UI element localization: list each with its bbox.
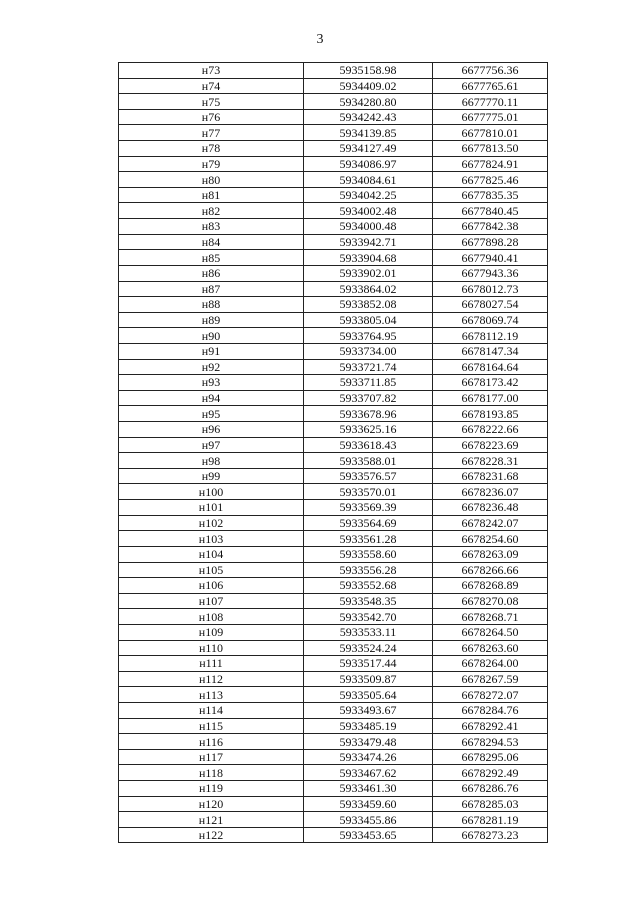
y-coordinate-cell: 6678294.53	[433, 734, 548, 750]
x-coordinate-cell: 5933576.57	[304, 468, 433, 484]
x-coordinate-cell: 5933711.85	[304, 375, 433, 391]
point-name-cell: н81	[119, 187, 304, 203]
x-coordinate-cell: 5933461.30	[304, 781, 433, 797]
table-row	[119, 718, 548, 734]
y-coordinate-cell: 6677898.28	[433, 234, 548, 250]
table-row	[119, 375, 548, 391]
table-row	[119, 172, 548, 188]
y-coordinate-cell: 6678270.08	[433, 593, 548, 609]
point-name-cell: н79	[119, 156, 304, 172]
point-name-cell: н78	[119, 141, 304, 157]
point-name-cell: н110	[119, 640, 304, 656]
x-coordinate-cell: 5933764.95	[304, 328, 433, 344]
x-coordinate-cell: 5933707.82	[304, 390, 433, 406]
y-coordinate-cell: 6677770.11	[433, 94, 548, 110]
x-coordinate-cell: 5935158.98	[304, 63, 433, 79]
table-row	[119, 453, 548, 469]
point-name-cell: н116	[119, 734, 304, 750]
y-coordinate-cell: 6678267.59	[433, 671, 548, 687]
point-name-cell: н83	[119, 219, 304, 235]
table-row	[119, 203, 548, 219]
x-coordinate-cell: 5933453.65	[304, 827, 433, 843]
table-row	[119, 609, 548, 625]
x-coordinate-cell: 5934000.48	[304, 219, 433, 235]
point-name-cell: н80	[119, 172, 304, 188]
point-name-cell: н105	[119, 562, 304, 578]
table-row	[119, 671, 548, 687]
point-name-cell: н77	[119, 125, 304, 141]
x-coordinate-cell: 5933505.64	[304, 687, 433, 703]
x-coordinate-cell: 5933902.01	[304, 265, 433, 281]
x-coordinate-cell: 5933493.67	[304, 702, 433, 718]
table-row	[119, 578, 548, 594]
x-coordinate-cell: 5933942.71	[304, 234, 433, 250]
table-row	[119, 531, 548, 547]
point-name-cell: н121	[119, 812, 304, 828]
x-coordinate-cell: 5933570.01	[304, 484, 433, 500]
table-row	[119, 406, 548, 422]
x-coordinate-cell: 5933569.39	[304, 500, 433, 516]
y-coordinate-cell: 6678027.54	[433, 297, 548, 313]
y-coordinate-cell: 6678268.71	[433, 609, 548, 625]
y-coordinate-cell: 6678112.19	[433, 328, 548, 344]
y-coordinate-cell: 6677842.38	[433, 219, 548, 235]
table-row	[119, 734, 548, 750]
y-coordinate-cell: 6678292.49	[433, 765, 548, 781]
table-row	[119, 812, 548, 828]
y-coordinate-cell: 6678164.64	[433, 359, 548, 375]
x-coordinate-cell: 5933548.35	[304, 593, 433, 609]
point-name-cell: н119	[119, 781, 304, 797]
table-row	[119, 109, 548, 125]
x-coordinate-cell: 5933479.48	[304, 734, 433, 750]
y-coordinate-cell: 6678223.69	[433, 437, 548, 453]
point-name-cell: н104	[119, 546, 304, 562]
table-row	[119, 500, 548, 516]
point-name-cell: н122	[119, 827, 304, 843]
table-row	[119, 749, 548, 765]
table-row	[119, 312, 548, 328]
table-row	[119, 422, 548, 438]
x-coordinate-cell: 5934086.97	[304, 156, 433, 172]
y-coordinate-cell: 6678264.50	[433, 624, 548, 640]
point-name-cell: н114	[119, 702, 304, 718]
point-name-cell: н94	[119, 390, 304, 406]
table-row	[119, 593, 548, 609]
x-coordinate-cell: 5933564.69	[304, 515, 433, 531]
table-row	[119, 468, 548, 484]
y-coordinate-cell: 6678147.34	[433, 343, 548, 359]
y-coordinate-cell: 6677840.45	[433, 203, 548, 219]
table-row	[119, 359, 548, 375]
point-name-cell: н108	[119, 609, 304, 625]
point-name-cell: н84	[119, 234, 304, 250]
x-coordinate-cell: 5933474.26	[304, 749, 433, 765]
x-coordinate-cell: 5934139.85	[304, 125, 433, 141]
y-coordinate-cell: 6678286.76	[433, 781, 548, 797]
table-row	[119, 624, 548, 640]
table-row	[119, 234, 548, 250]
table-row	[119, 390, 548, 406]
point-name-cell: н76	[119, 109, 304, 125]
x-coordinate-cell: 5933467.62	[304, 765, 433, 781]
y-coordinate-cell: 6678231.68	[433, 468, 548, 484]
point-name-cell: н113	[119, 687, 304, 703]
table-row	[119, 687, 548, 703]
table-row	[119, 640, 548, 656]
x-coordinate-cell: 5933734.00	[304, 343, 433, 359]
point-name-cell: н120	[119, 796, 304, 812]
y-coordinate-cell: 6678285.03	[433, 796, 548, 812]
y-coordinate-cell: 6678268.89	[433, 578, 548, 594]
x-coordinate-cell: 5934127.49	[304, 141, 433, 157]
y-coordinate-cell: 6678173.42	[433, 375, 548, 391]
point-name-cell: н90	[119, 328, 304, 344]
y-coordinate-cell: 6678236.07	[433, 484, 548, 500]
y-coordinate-cell: 6678177.00	[433, 390, 548, 406]
y-coordinate-cell: 6678273.23	[433, 827, 548, 843]
x-coordinate-cell: 5933459.60	[304, 796, 433, 812]
x-coordinate-cell: 5933618.43	[304, 437, 433, 453]
x-coordinate-cell: 5933678.96	[304, 406, 433, 422]
y-coordinate-cell: 6677940.41	[433, 250, 548, 266]
point-name-cell: н99	[119, 468, 304, 484]
point-name-cell: н98	[119, 453, 304, 469]
y-coordinate-cell: 6678263.60	[433, 640, 548, 656]
table-row	[119, 796, 548, 812]
y-coordinate-cell: 6678012.73	[433, 281, 548, 297]
x-coordinate-cell: 5933864.02	[304, 281, 433, 297]
x-coordinate-cell: 5933805.04	[304, 312, 433, 328]
point-name-cell: н100	[119, 484, 304, 500]
table-row	[119, 781, 548, 797]
y-coordinate-cell: 6678069.74	[433, 312, 548, 328]
y-coordinate-cell: 6677775.01	[433, 109, 548, 125]
y-coordinate-cell: 6677943.36	[433, 265, 548, 281]
table-row	[119, 484, 548, 500]
x-coordinate-cell: 5933852.08	[304, 297, 433, 313]
y-coordinate-cell: 6678228.31	[433, 453, 548, 469]
x-coordinate-cell: 5933485.19	[304, 718, 433, 734]
point-name-cell: н103	[119, 531, 304, 547]
x-coordinate-cell: 5933625.16	[304, 422, 433, 438]
table-row	[119, 187, 548, 203]
x-coordinate-cell: 5933556.28	[304, 562, 433, 578]
point-name-cell: н107	[119, 593, 304, 609]
y-coordinate-cell: 6677825.46	[433, 172, 548, 188]
y-coordinate-cell: 6678264.00	[433, 656, 548, 672]
y-coordinate-cell: 6678292.41	[433, 718, 548, 734]
point-name-cell: н106	[119, 578, 304, 594]
point-name-cell: н115	[119, 718, 304, 734]
table-row	[119, 78, 548, 94]
point-name-cell: н73	[119, 63, 304, 79]
x-coordinate-cell: 5934084.61	[304, 172, 433, 188]
x-coordinate-cell: 5933455.86	[304, 812, 433, 828]
table-row	[119, 63, 548, 79]
x-coordinate-cell: 5933721.74	[304, 359, 433, 375]
point-name-cell: н111	[119, 656, 304, 672]
point-name-cell: н87	[119, 281, 304, 297]
point-name-cell: н95	[119, 406, 304, 422]
y-coordinate-cell: 6678254.60	[433, 531, 548, 547]
point-name-cell: н82	[119, 203, 304, 219]
point-name-cell: н112	[119, 671, 304, 687]
table-row	[119, 546, 548, 562]
table-row	[119, 702, 548, 718]
x-coordinate-cell: 5933561.28	[304, 531, 433, 547]
point-name-cell: н74	[119, 78, 304, 94]
y-coordinate-cell: 6678236.48	[433, 500, 548, 516]
y-coordinate-cell: 6678242.07	[433, 515, 548, 531]
table-row	[119, 656, 548, 672]
table-row	[119, 562, 548, 578]
table-row	[119, 156, 548, 172]
y-coordinate-cell: 6678222.66	[433, 422, 548, 438]
x-coordinate-cell: 5933509.87	[304, 671, 433, 687]
point-name-cell: н92	[119, 359, 304, 375]
x-coordinate-cell: 5933524.24	[304, 640, 433, 656]
point-name-cell: н109	[119, 624, 304, 640]
point-name-cell: н75	[119, 94, 304, 110]
point-name-cell: н117	[119, 749, 304, 765]
x-coordinate-cell: 5934242.43	[304, 109, 433, 125]
x-coordinate-cell: 5933558.60	[304, 546, 433, 562]
y-coordinate-cell: 6677835.35	[433, 187, 548, 203]
table-row	[119, 297, 548, 313]
y-coordinate-cell: 6678193.85	[433, 406, 548, 422]
y-coordinate-cell: 6678284.76	[433, 702, 548, 718]
table-row	[119, 515, 548, 531]
point-name-cell: н93	[119, 375, 304, 391]
table-row	[119, 141, 548, 157]
table-row	[119, 827, 548, 843]
y-coordinate-cell: 6678272.07	[433, 687, 548, 703]
y-coordinate-cell: 6678281.19	[433, 812, 548, 828]
coordinates-table-body	[119, 63, 548, 843]
point-name-cell: н118	[119, 765, 304, 781]
x-coordinate-cell: 5933552.68	[304, 578, 433, 594]
table-row	[119, 437, 548, 453]
x-coordinate-cell: 5933533.11	[304, 624, 433, 640]
x-coordinate-cell: 5933542.70	[304, 609, 433, 625]
y-coordinate-cell: 6677765.61	[433, 78, 548, 94]
point-name-cell: н91	[119, 343, 304, 359]
x-coordinate-cell: 5933517.44	[304, 656, 433, 672]
table-row	[119, 265, 548, 281]
x-coordinate-cell: 5934409.02	[304, 78, 433, 94]
x-coordinate-cell: 5934280.80	[304, 94, 433, 110]
page-number: 3	[316, 32, 324, 47]
y-coordinate-cell: 6677813.50	[433, 141, 548, 157]
point-name-cell: н86	[119, 265, 304, 281]
table-row	[119, 125, 548, 141]
point-name-cell: н96	[119, 422, 304, 438]
table-row	[119, 94, 548, 110]
point-name-cell: н89	[119, 312, 304, 328]
coordinates-table	[118, 62, 548, 843]
point-name-cell: н101	[119, 500, 304, 516]
y-coordinate-cell: 6677824.91	[433, 156, 548, 172]
table-row	[119, 343, 548, 359]
y-coordinate-cell: 6678263.09	[433, 546, 548, 562]
table-row	[119, 281, 548, 297]
table-row	[119, 328, 548, 344]
x-coordinate-cell: 5933588.01	[304, 453, 433, 469]
point-name-cell: н85	[119, 250, 304, 266]
y-coordinate-cell: 6677756.36	[433, 63, 548, 79]
point-name-cell: н102	[119, 515, 304, 531]
y-coordinate-cell: 6678295.06	[433, 749, 548, 765]
table-row	[119, 765, 548, 781]
y-coordinate-cell: 6678266.66	[433, 562, 548, 578]
x-coordinate-cell: 5934042.25	[304, 187, 433, 203]
y-coordinate-cell: 6677810.01	[433, 125, 548, 141]
table-row	[119, 219, 548, 235]
point-name-cell: н88	[119, 297, 304, 313]
x-coordinate-cell: 5933904.68	[304, 250, 433, 266]
table-row	[119, 250, 548, 266]
x-coordinate-cell: 5934002.48	[304, 203, 433, 219]
point-name-cell: н97	[119, 437, 304, 453]
